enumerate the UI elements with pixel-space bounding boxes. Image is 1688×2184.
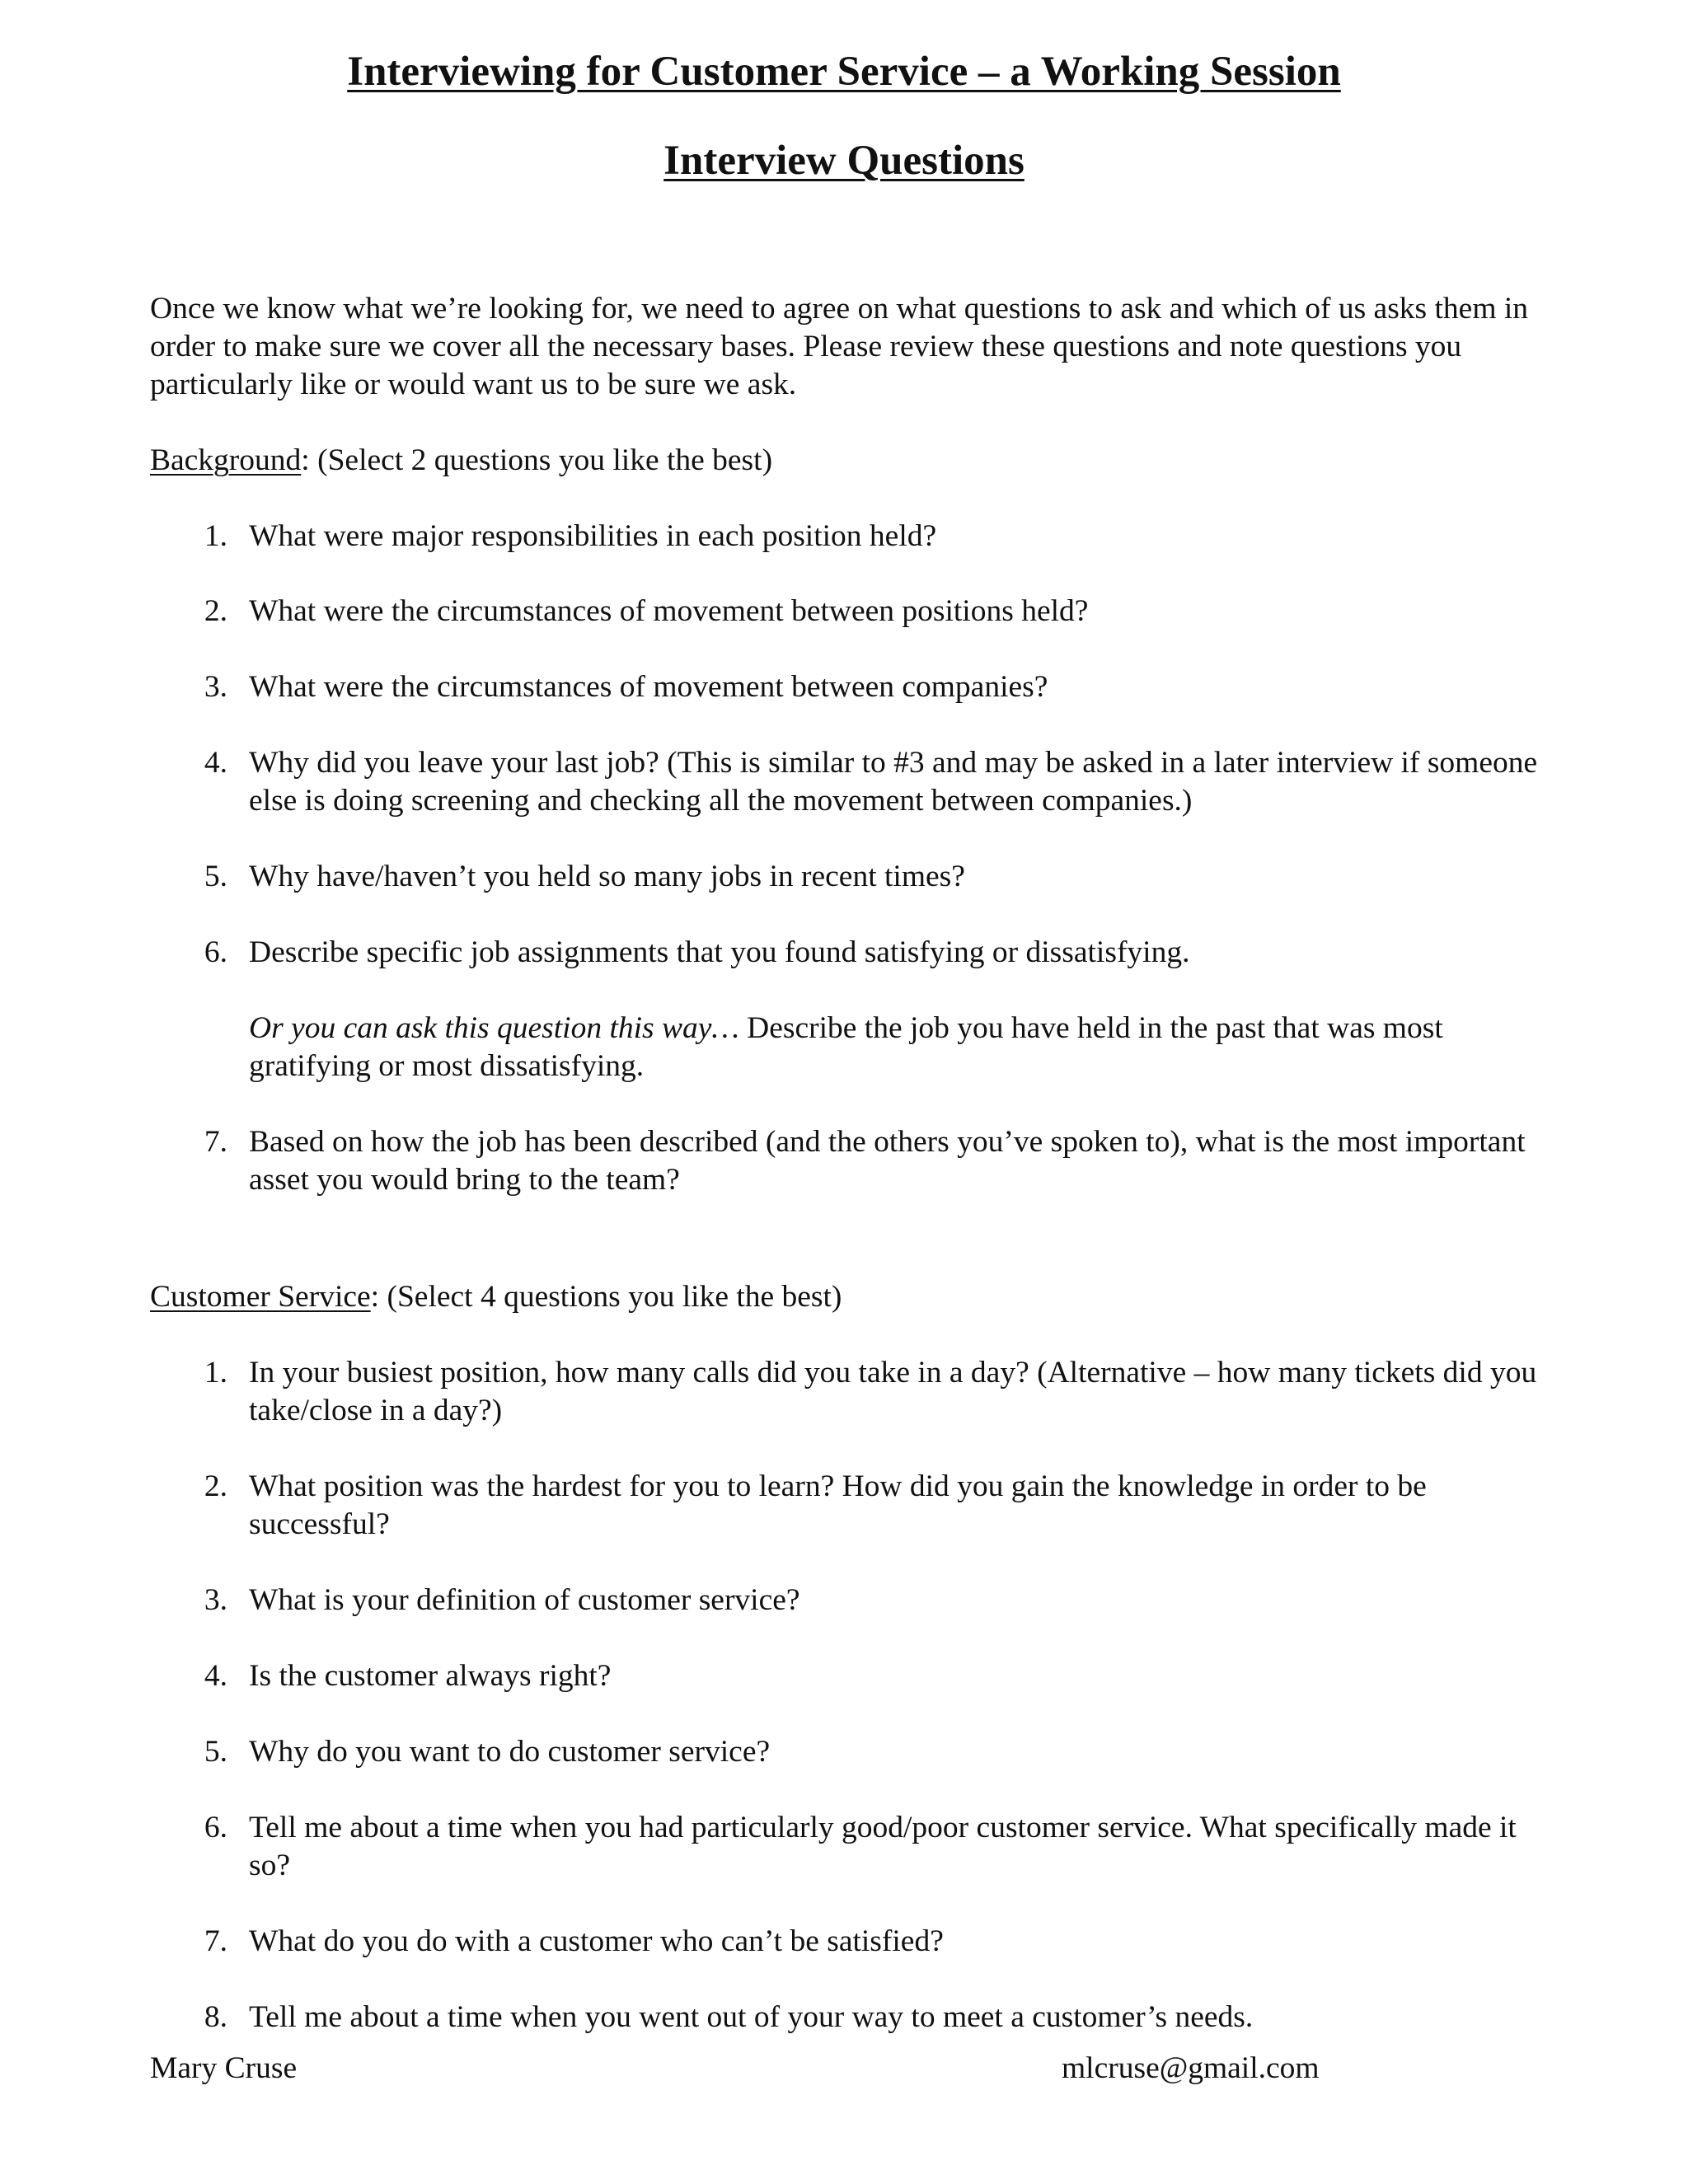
question-text: Is the customer always right? [249, 1659, 612, 1693]
document-subtitle: Interview Questions [663, 138, 1025, 184]
customer-service-question-2 [195, 1468, 1554, 1544]
document-title: Interviewing for Customer Service – a Working Session [347, 49, 1341, 95]
question-text: Describe specific job assignments that you found satisfying or dissatisfying. [249, 935, 1190, 969]
question-number: 2. [204, 1469, 227, 1503]
question-number: 7. [204, 1924, 227, 1958]
question-number: 3. [204, 670, 227, 704]
customer-service-question-1 [195, 1354, 1554, 1430]
question-text: What do you do with a customer who can’t be satisfied? [249, 1924, 944, 1958]
question-text: What is your definition of customer service? [249, 1583, 800, 1617]
footer-email: mlcruse@gmail.com [1062, 2051, 1320, 2085]
intro-paragraph: Once we know what we’re looking for, we need to agree on what questions to ask and which of us asks them in order to make sure we cover all the necessary bases. Please review these questions and note questions you particularly like or would want us to be sure we ask. [150, 292, 1529, 401]
alternative-lead: Or you can ask this question this way… [249, 1011, 739, 1045]
customer-service-heading-label: Customer Service [150, 1280, 371, 1314]
question-text: What were the circumstances of movement between companies? [249, 670, 1048, 704]
background-question-4 [195, 744, 1554, 820]
question-number: 4. [204, 746, 227, 780]
customer-service-question-6 [195, 1809, 1554, 1885]
background-question-3 [195, 668, 1554, 706]
background-instruction: : (Select 2 questions you like the best) [301, 443, 773, 477]
background-question-5 [195, 858, 1554, 896]
background-heading-label: Background [150, 443, 302, 477]
footer-author: Mary Cruse [150, 2051, 298, 2085]
alternative-text: Describe the job you have held in the past that was most gratifying or most dissatisfying. [249, 1011, 1443, 1083]
question-text: Why have/haven’t you held so many jobs in recent times? [249, 860, 965, 893]
customer-service-question-5 [195, 1733, 1554, 1771]
question-number: 4. [204, 1659, 227, 1693]
customer-service-question-8 [195, 1999, 1554, 2036]
question-number: 6. [204, 1811, 227, 1844]
question-text: In your busiest position, how many calls did you take in a day? (Alternative – how many tickets did you take/close in a day?) [249, 1356, 1537, 1427]
customer-service-instruction: : (Select 4 questions you like the best) [370, 1280, 842, 1314]
question-number: 8. [204, 2000, 227, 2034]
background-question-6 [195, 934, 1554, 972]
question-text: Tell me about a time when you went out of your way to meet a customer’s needs. [249, 2000, 1254, 2034]
background-question-6-alternative [249, 1010, 1568, 1085]
question-number: 5. [204, 860, 227, 893]
customer-service-question-7 [195, 1923, 1554, 1961]
background-question-2 [195, 593, 1554, 630]
background-question-7 [195, 1123, 1554, 1199]
question-text: Based on how the job has been described (and the others you’ve spoken to), what is the most important asset you would bring to the team? [249, 1125, 1526, 1197]
background-section-heading [150, 442, 772, 480]
question-number: 7. [204, 1125, 227, 1159]
question-number: 6. [204, 935, 227, 969]
question-text: What were major responsibilities in each position held? [249, 519, 937, 553]
question-number: 1. [204, 519, 227, 553]
question-text: Tell me about a time when you had particularly good/poor customer service. What specifically made it so? [249, 1811, 1517, 1882]
question-number: 3. [204, 1583, 227, 1617]
question-text: What were the circumstances of movement between positions held? [249, 594, 1089, 628]
question-number: 2. [204, 594, 227, 628]
question-number: 1. [204, 1356, 227, 1390]
background-question-1 [195, 518, 1554, 555]
question-text: What position was the hardest for you to learn? How did you gain the knowledge in order to be successful? [249, 1469, 1427, 1541]
customer-service-question-3 [195, 1582, 1554, 1619]
question-text: Why do you want to do customer service? [249, 1735, 771, 1769]
question-text: Why did you leave your last job? (This is similar to #3 and may be asked in a later interview if someone else is doing screening and checking all the movement between companies.) [249, 746, 1538, 818]
question-number: 5. [204, 1735, 227, 1769]
customer-service-question-4 [195, 1657, 1554, 1695]
customer-service-section-heading [150, 1278, 842, 1316]
